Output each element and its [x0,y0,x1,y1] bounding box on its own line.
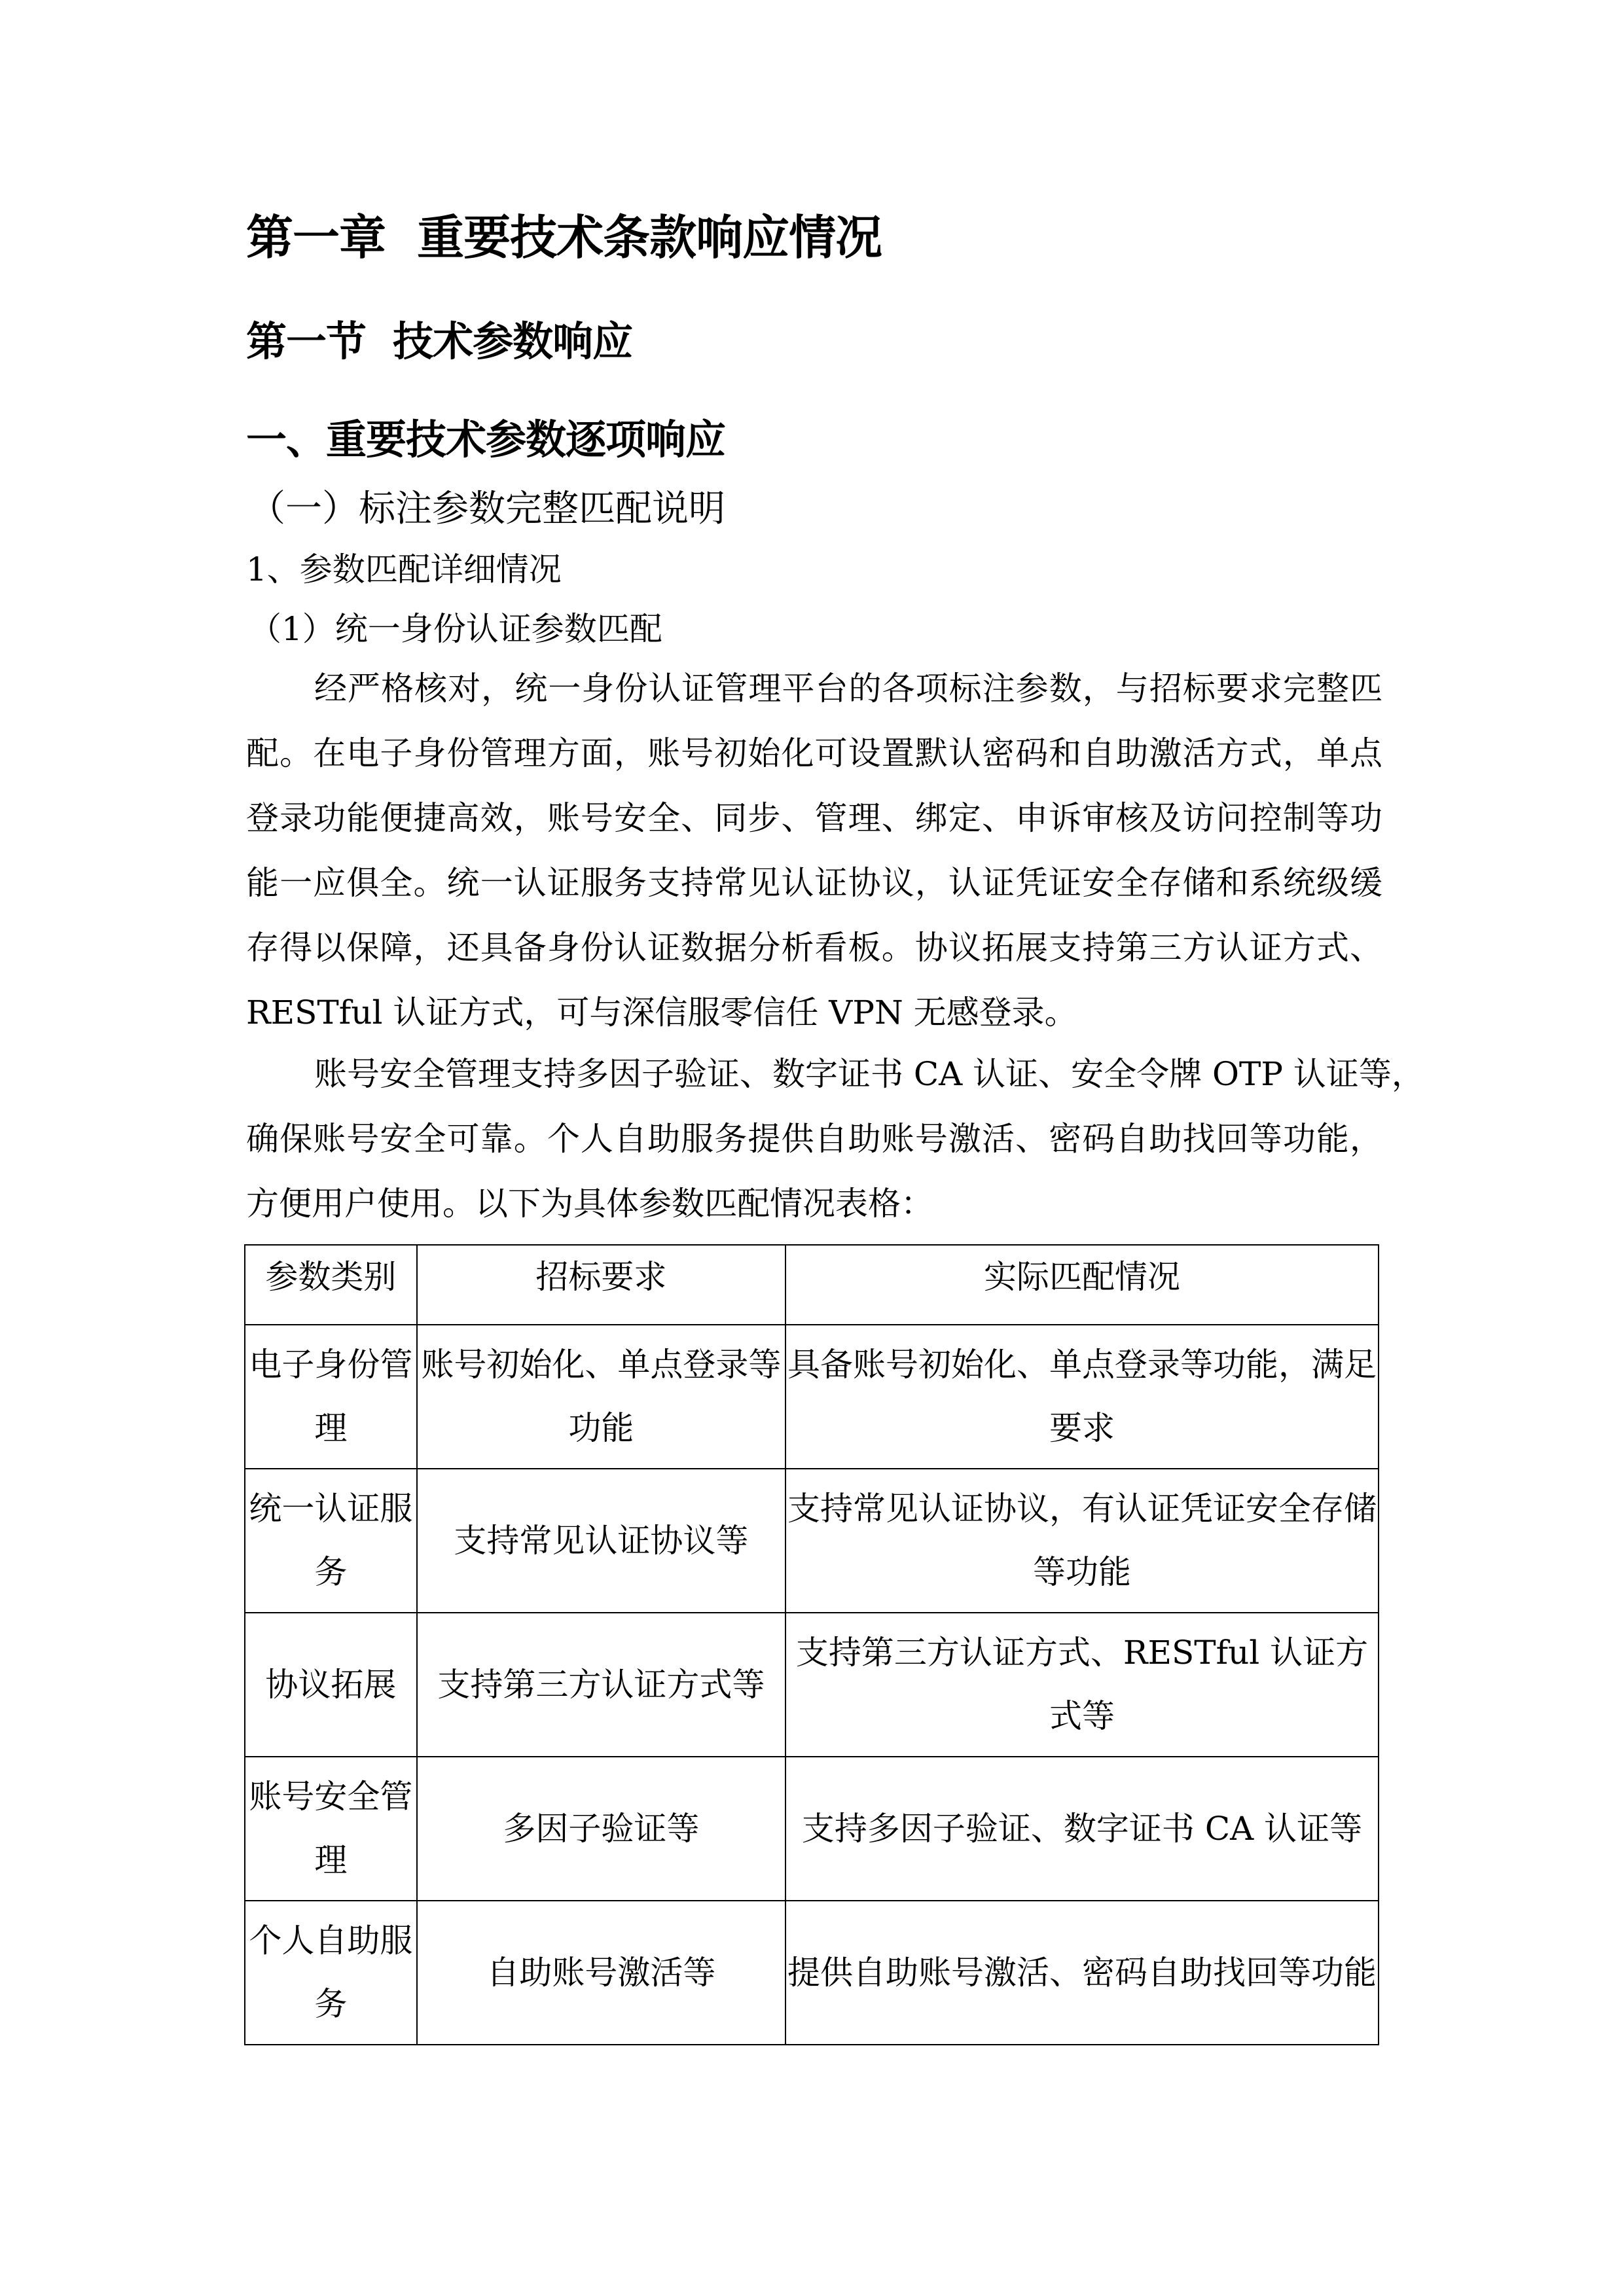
cell-actual: 提供自助账号激活、密码自助找回等功能 [785,1901,1379,2045]
paragraph-line: RESTful 认证方式，可与深信服零信任 VPN 无感登录。 [246,994,1077,1031]
table-row [245,1613,1379,1757]
table-row [245,1325,1379,1469]
section-title: 第一节 技术参数响应 [246,317,633,365]
cell-category: 电子身份管理 [245,1325,417,1469]
paragraph-line: 配。在电子身份管理方面，账号初始化可设置默认密码和自助激活方式，单点 [246,734,1382,772]
paragraph-account-security [246,1042,1424,1236]
cell-category: 个人自助服务 [245,1901,417,2045]
paragraph-line: 存得以保障，还具备身份认证数据分析看板。协议拓展支持第三方认证方式、 [246,929,1382,967]
subsection-title: 一、重要技术参数逐项响应 [246,416,726,463]
sub-item-title: （1）统一身份认证参数匹配 [249,610,662,648]
paragraph-line: 能一应俱全。统一认证服务支持常见认证协议，认证凭证安全存储和系统级缓 [246,864,1382,902]
cell-actual: 支持常见认证协议，有认证凭证安全存储等功能 [785,1469,1379,1613]
cell-category: 协议拓展 [245,1613,417,1757]
cell-requirement: 支持第三方认证方式等 [417,1613,785,1757]
chapter-title: 第一章 重要技术条款响应情况 [246,210,882,265]
paragraph-identity-auth-summary [246,656,1382,1045]
cell-requirement: 账号初始化、单点登录等功能 [417,1325,785,1469]
paragraph-line: 账号安全管理支持多因子验证、数字证书 CA 认证、安全令牌 OTP 认证等， [314,1055,1424,1093]
table-row [245,1901,1379,2045]
parameter-match-table [244,1244,1379,2045]
table-row [245,1469,1379,1613]
paragraph-line: 确保账号安全可靠。个人自助服务提供自助账号激活、密码自助找回等功能， [246,1120,1382,1158]
header-tender-requirement: 招标要求 [417,1245,785,1325]
table-row [245,1757,1379,1901]
cell-requirement: 支持常见认证协议等 [417,1469,785,1613]
cell-requirement: 自助账号激活等 [417,1901,785,2045]
paragraph-line: 方便用户使用。以下为具体参数匹配情况表格： [246,1185,933,1223]
cell-requirement: 多因子验证等 [417,1757,785,1901]
table-header-row [245,1245,1379,1325]
paragraph-line: 经严格核对，统一身份认证管理平台的各项标注参数，与招标要求完整匹 [314,670,1382,708]
paragraph-line: 登录功能便捷高效，账号安全、同步、管理、绑定、申诉审核及访问控制等功 [246,799,1382,837]
cell-actual: 具备账号初始化、单点登录等功能，满足要求 [785,1325,1379,1469]
header-parameter-category: 参数类别 [245,1245,417,1325]
cell-category: 统一认证服务 [245,1469,417,1613]
header-actual-match: 实际匹配情况 [785,1245,1379,1325]
item-title: 1、参数匹配详细情况 [246,550,562,588]
cell-actual: 支持多因子验证、数字证书 CA 认证等 [785,1757,1379,1901]
sub-subsection-title: （一）标注参数完整匹配说明 [249,488,725,530]
cell-category: 账号安全管理 [245,1757,417,1901]
cell-actual: 支持第三方认证方式、RESTful 认证方式等 [785,1613,1379,1757]
